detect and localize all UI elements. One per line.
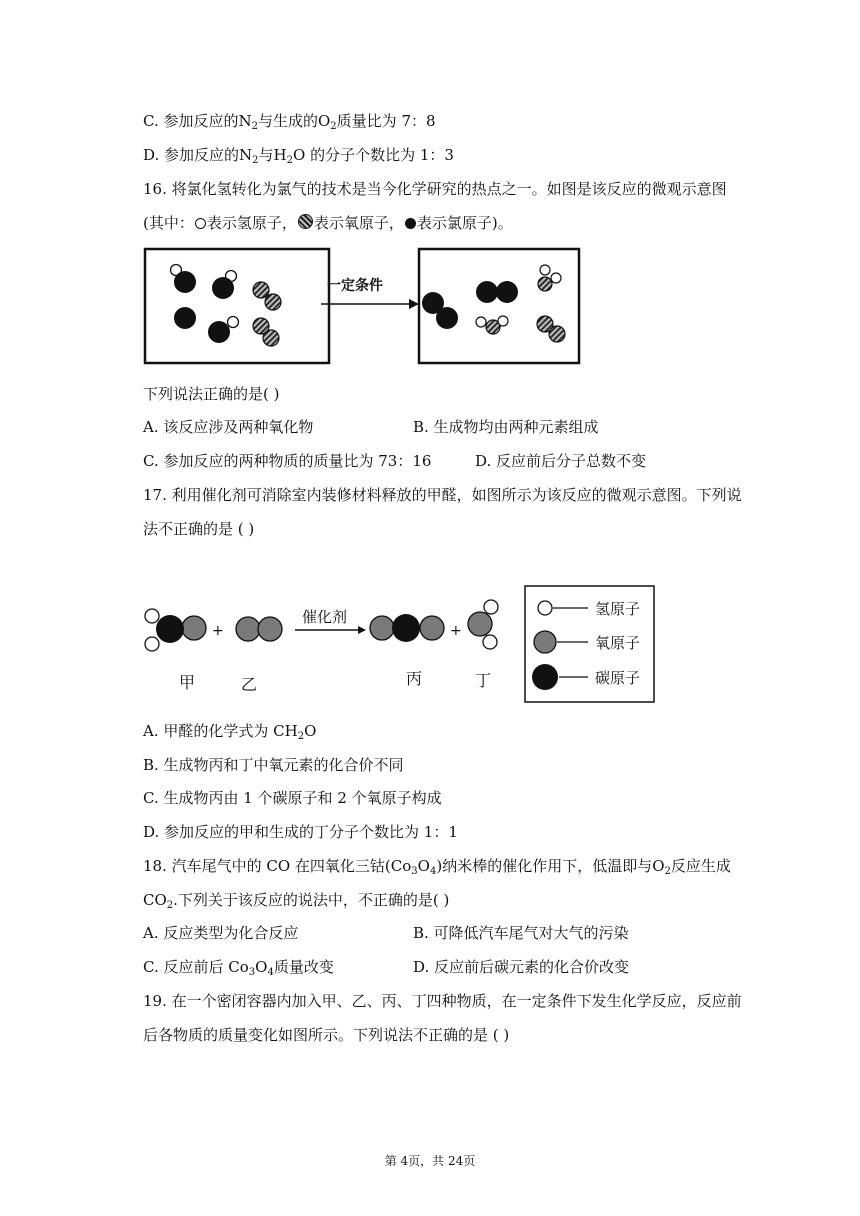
q16-option-b: B. 生成物均由两种元素组成 <box>413 418 599 436</box>
q15-option-c: C. 参加反应的$N_2$与生成的$O_2$质量比为 7：8 <box>143 112 436 132</box>
q17-reaction-diagram <box>140 584 660 704</box>
q16-option-c: C. 参加反应的两种物质的质量比为 73：16 <box>143 452 432 470</box>
q16-option-d: D. 反应前后分子总数不变 <box>475 452 647 470</box>
chlorine-atom-icon <box>405 218 416 229</box>
q16-stem-line2: (其中： 表示氢原子， 表示氧原子， 表示氯原子)。 <box>143 214 513 232</box>
label-yi: 乙 <box>241 675 258 694</box>
q18-option-c: C. 反应前后 $Co_3O_4$质量改变 <box>143 958 334 978</box>
q18-option-d: D. 反应前后碳元素的化合价改变 <box>413 958 630 976</box>
q17-option-c: C. 生成物丙由 1 个碳原子和 2 个氧原子构成 <box>143 789 442 807</box>
q17-option-a: A. 甲醛的化学式为 $CH_2O$ <box>143 722 317 742</box>
q18-option-a: A. 反应类型为化合反应 <box>143 924 299 942</box>
q16-reaction-diagram <box>143 246 583 366</box>
arrow-condition-label: 一定条件 <box>327 278 383 294</box>
oxygen-atom-icon <box>298 214 313 229</box>
hydrogen-atom-icon <box>195 218 206 229</box>
legend-hydrogen: 氢原子 <box>595 600 641 618</box>
q18-stem-line1: 18. 汽车尾气中的 CO 在四氧化三钴$(Co_3O_4)$纳米棒的催化作用下，低温即与$O_2$反应生成 <box>143 857 731 877</box>
q18-stem-line2: $CO_2$.下列关于该反应的说法中，不正确的是( ) <box>143 891 450 911</box>
q15-option-d: D. 参加反应的$N_2$与$H_2O$ 的分子个数比为 1：3 <box>143 146 454 166</box>
legend-carbon: 碳原子 <box>595 669 641 687</box>
label-bing: 丙 <box>406 669 423 688</box>
q17-option-d: D. 参加反应的甲和生成的丁分子个数比为 1：1 <box>143 823 458 841</box>
page-footer: 第 4页，共 24页 <box>384 1154 476 1168</box>
label-ding: 丁 <box>475 671 492 690</box>
q16-option-a: A. 该反应涉及两种氧化物 <box>143 418 314 436</box>
q16-question: 下列说法正确的是( ) <box>143 385 280 403</box>
q16-stem-line1: 16. 将氯化氢转化为氯气的技术是当今化学研究的热点之一。如图是该反应的微观示意图 <box>143 180 727 198</box>
label-jia: 甲 <box>179 673 196 692</box>
q18-option-b: B. 可降低汽车尾气对大气的污染 <box>413 924 629 942</box>
q19-stem-line1: 19. 在一个密闭容器内加入甲、乙、丙、丁四种物质，在一定条件下发生化学反应，反应前 <box>143 992 742 1010</box>
q17-stem-line1: 17. 利用催化剂可消除室内装修材料释放的甲醛，如图所示为该反应的微观示意图。下列说 <box>143 486 742 504</box>
svg-text:+: + <box>450 623 462 639</box>
legend-oxygen: 氧原子 <box>595 634 641 652</box>
q17-option-b: B. 生成物丙和丁中氧元素的化合价不同 <box>143 756 404 774</box>
svg-text:+: + <box>212 623 224 639</box>
q17-stem-line2: 法不正确的是 ( ) <box>143 520 255 538</box>
q19-stem-line2: 后各物质的质量变化如图所示。下列说法不正确的是 ( ) <box>143 1026 510 1044</box>
catalyst-label: 催化剂 <box>302 608 348 626</box>
